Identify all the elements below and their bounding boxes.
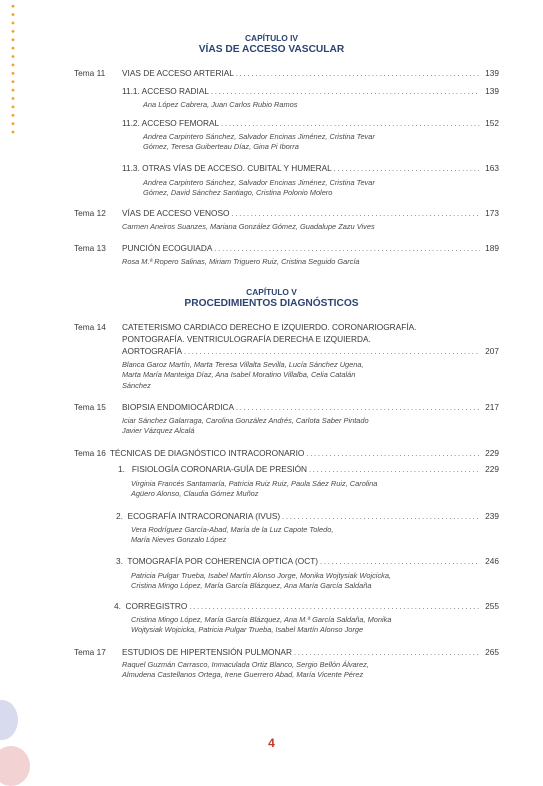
authors bbox=[143, 132, 375, 153]
entry-title: 11.1. ACCESO RADIAL bbox=[122, 86, 209, 96]
chapter-title: VÍAS DE ACCESO VASCULAR bbox=[198, 44, 345, 55]
dot-leader bbox=[231, 208, 480, 218]
dot-leader bbox=[184, 346, 480, 356]
author-line: Wojtysiak Wojcicka, Patricia Pulgar Trueba, Isabel Martín Alonso Jorge bbox=[131, 625, 364, 635]
page-ref: 229 bbox=[485, 464, 499, 474]
entry-title: 11.3. OTRAS VÍAS DE ACCESO. CUBITAL Y HUMERAL bbox=[122, 163, 332, 173]
author-line: Agüero Alonso, Claudia Gómez Muñoz bbox=[131, 489, 259, 499]
chapter-heading bbox=[0, 287, 543, 309]
entry-title: VIAS DE ACCESO ARTERIAL bbox=[122, 68, 234, 78]
author-line: Carmen Aneiros Suanzes, Mariana González Gómez, Guadalupe Zazu Vives bbox=[122, 222, 375, 231]
dot-leader bbox=[211, 86, 480, 96]
author-line: Vera Rodríguez García-Abad, María de la Luz Capote Toledo, bbox=[131, 525, 334, 534]
dot-leader bbox=[320, 556, 480, 566]
entry-title: TÉCNICAS DE DIAGNÓSTICO INTRACORONARIO bbox=[109, 448, 305, 458]
authors bbox=[122, 360, 364, 391]
decorative-dots bbox=[9, 2, 17, 137]
dot-leader bbox=[221, 118, 480, 128]
entry-title: 1. FISIOLOGÍA CORONARIA-GUÍA DE PRESIÓN bbox=[118, 464, 308, 474]
toc-subentry[interactable] bbox=[122, 163, 499, 173]
toc-subentry[interactable] bbox=[122, 118, 499, 128]
dot-leader bbox=[309, 464, 480, 474]
author-line: Gómez, Teresa Guiberteau Díaz, Gina Pi Iborra bbox=[143, 142, 299, 152]
dot-leader bbox=[236, 402, 480, 412]
toc-subentry[interactable] bbox=[116, 511, 499, 521]
entry-title: 11.2. ACCESO FEMORAL bbox=[122, 118, 220, 128]
author-line: Gómez, David Sánchez Santiago, Cristina Polonio Molero bbox=[143, 188, 333, 198]
entry-title: PUNCIÓN ECOGUIADA bbox=[122, 243, 213, 253]
toc-entry[interactable] bbox=[122, 208, 499, 218]
author-line: María Nieves Gonzalo López bbox=[131, 535, 227, 545]
toc-entry[interactable] bbox=[122, 402, 499, 412]
authors bbox=[143, 100, 297, 110]
author-line: Andrea Carpintero Sánchez, Salvador Encinas Jiménez, Cristina Tevar bbox=[143, 178, 375, 187]
entry-title-line: PONTOGRAFÍA. VENTRICULOGRAFÍA DERECHA E IZQUIERDA. bbox=[122, 334, 371, 344]
toc-subentry[interactable] bbox=[114, 601, 499, 611]
tema-label: Tema 12 bbox=[74, 208, 106, 218]
chapter-number: CAPÍTULO IV bbox=[244, 33, 299, 43]
tema-label: Tema 14 bbox=[74, 322, 106, 332]
authors bbox=[131, 525, 333, 546]
page-ref: 173 bbox=[485, 208, 499, 218]
author-line: Virginia Francés Santamaría, Patricia Ruiz Ruiz, Paula Sáez Ruiz, Carolina bbox=[131, 479, 378, 488]
toc-entry[interactable] bbox=[122, 243, 499, 253]
decorative-circle bbox=[0, 746, 30, 786]
dot-leader bbox=[294, 647, 480, 657]
toc-subentry[interactable] bbox=[116, 556, 499, 566]
page-ref: 163 bbox=[485, 163, 499, 173]
page-ref: 189 bbox=[485, 243, 499, 253]
entry-title: ESTUDIOS DE HIPERTENSIÓN PULMONAR bbox=[122, 647, 292, 657]
entry-title: BIOPSIA ENDOMIOCÁRDICA bbox=[122, 402, 235, 412]
entry-title: 2. ECOGRAFÍA INTRACORONARIA (IVUS) bbox=[116, 511, 281, 521]
toc-subentry[interactable] bbox=[118, 464, 499, 474]
authors bbox=[131, 571, 391, 592]
toc-subentry[interactable] bbox=[122, 86, 499, 96]
toc-entry[interactable] bbox=[74, 448, 499, 458]
dot-leader bbox=[306, 448, 480, 458]
tema-label: Tema 13 bbox=[74, 243, 106, 253]
dot-leader bbox=[334, 163, 480, 173]
dot-leader bbox=[189, 601, 480, 611]
authors bbox=[122, 660, 369, 681]
page-ref: 229 bbox=[485, 448, 499, 458]
chapter-title: PROCEDIMIENTOS DIAGNÓSTICOS bbox=[184, 298, 359, 309]
entry-title-line: CATETERISMO CARDIACO DERECHO E IZQUIERDO. CORONARIOGRAFÍA. bbox=[122, 322, 417, 332]
chapter-heading bbox=[0, 33, 543, 55]
entry-title: 4. CORREGISTRO bbox=[114, 601, 188, 611]
tema-label: Tema 11 bbox=[74, 68, 106, 78]
toc-entry[interactable] bbox=[122, 346, 499, 356]
author-line: Blanca Garoz Martín, Marta Teresa Villalta Sevilla, Lucía Sánchez Ugena, bbox=[122, 360, 364, 369]
author-line: Marta María Manteiga Díaz, Ana Isabel Moratino Villalba, Celia Catalán bbox=[122, 370, 356, 380]
chapter-number: CAPÍTULO V bbox=[246, 287, 297, 297]
dot-leader bbox=[214, 243, 480, 253]
author-line: Cristina Mingo López, María García Blázquez, Ana M.ª García Saldaña, Monika bbox=[131, 615, 392, 624]
dot-leader bbox=[282, 511, 480, 521]
page-ref: 265 bbox=[485, 647, 499, 657]
author-line: Rosa M.ª Ropero Salinas, Miriam Triguero Ruiz, Cristina Seguido García bbox=[122, 257, 360, 266]
author-line: Patricia Pulgar Trueba, Isabel Martín Alonso Jorge, Monika Wojtysiak Wojcicka, bbox=[131, 571, 392, 580]
tema-label: Tema 17 bbox=[74, 647, 106, 657]
authors bbox=[122, 222, 375, 232]
entry-title: VÍAS DE ACCESO VENOSO bbox=[122, 208, 230, 218]
author-line: Andrea Carpintero Sánchez, Salvador Encinas Jiménez, Cristina Tevar bbox=[143, 132, 375, 141]
author-line: Iciar Sánchez Galarraga, Carolina González Andrés, Carlota Saber Pintado bbox=[122, 416, 369, 425]
page-ref: 139 bbox=[485, 68, 499, 78]
tema-label: Tema 16 bbox=[74, 448, 106, 458]
authors bbox=[143, 178, 375, 199]
author-line: Sánchez bbox=[122, 380, 151, 390]
page-ref: 246 bbox=[485, 556, 499, 566]
page-ref: 152 bbox=[485, 118, 499, 128]
author-line: Almudena Castellanos Ortega, Irene Guerrero Abad, María Vicente Pérez bbox=[122, 670, 364, 680]
decorative-circle bbox=[0, 700, 18, 740]
page-ref: 239 bbox=[485, 511, 499, 521]
authors bbox=[122, 416, 369, 437]
author-line: Cristina Mingo López, María García Blázquez, Ana María García Saldaña bbox=[131, 581, 372, 591]
author-line: Ana López Cabrera, Juan Carlos Rubio Ramos bbox=[143, 100, 298, 109]
toc-entry[interactable] bbox=[122, 68, 499, 78]
toc-entry[interactable] bbox=[122, 647, 499, 657]
page-ref: 217 bbox=[485, 402, 499, 412]
authors bbox=[131, 479, 377, 500]
author-line: Javier Vázquez Alcalá bbox=[122, 426, 195, 436]
dot-leader bbox=[236, 68, 480, 78]
entry-title: 3. TOMOGRAFÍA POR COHERENCIA OPTICA (OCT) bbox=[116, 556, 319, 566]
page-ref: 255 bbox=[485, 601, 499, 611]
authors bbox=[131, 615, 391, 636]
authors bbox=[122, 257, 360, 267]
entry-title: AORTOGRAFÍA bbox=[122, 346, 183, 356]
tema-label: Tema 15 bbox=[74, 402, 106, 412]
page-ref: 139 bbox=[485, 86, 499, 96]
page-number: 4 bbox=[268, 736, 275, 750]
author-line: Raquel Guzmán Carrasco, Inmaculada Ortiz Blanco, Sergio Bellón Álvarez, bbox=[122, 660, 369, 669]
page-ref: 207 bbox=[485, 346, 499, 356]
